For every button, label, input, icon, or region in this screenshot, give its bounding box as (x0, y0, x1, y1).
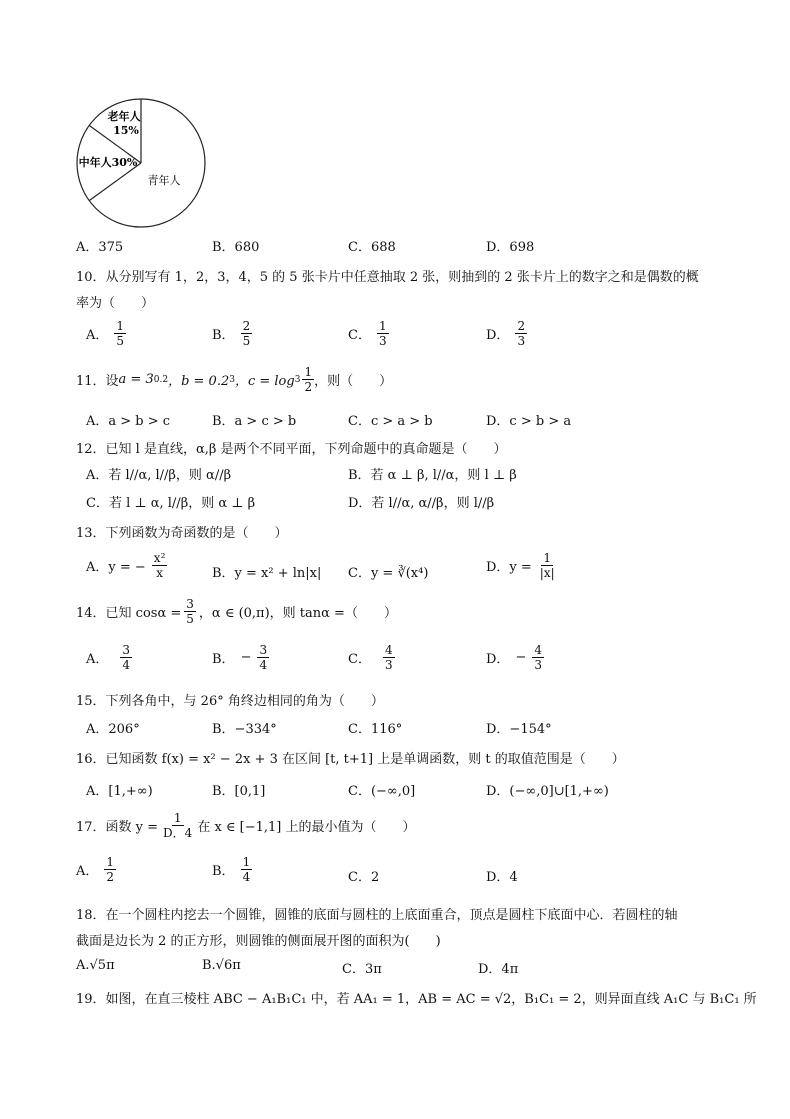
q10-stem-line1: 10．从分别写有 1，2，3，4，5 的 5 张卡片中任意抽取 2 张，则抽到的 2 张卡片上的数字之和是偶数的概 (76, 270, 699, 285)
pie-label-youth: 青年人 (147, 174, 181, 187)
pie-label-middle-aged: 中年人30% (78, 156, 138, 169)
q18-option-c: C．3π (342, 962, 382, 977)
q11-option-d: D．c > b > a (486, 414, 572, 429)
q11-option-a: A．a > b > c (86, 414, 171, 429)
q9-option-d: D．698 (486, 240, 535, 255)
q12-option-b: B．若 α ⊥ β, l//α，则 l ⊥ β (348, 468, 517, 483)
q17-option-c: C．2 (348, 870, 380, 885)
q17-stem: 17．函数 y = $\frac{1}{D.4}$ 在 x ∈ [−1,1] 上的最小值为（ ） (76, 811, 416, 840)
q18-option-a: A.√5π (76, 958, 115, 973)
q16-stem: 16．已知函数 f(x) = x² − 2x + 3 在区间 [t, t+1] 上是单调函数，则 t 的取值范围是（ ） (76, 752, 625, 767)
q11-option-b: B．a > c > b (212, 414, 297, 429)
q9-option-b: B．680 (212, 240, 260, 255)
q10-option-c: C． $\frac{1}{3}$ (348, 319, 387, 348)
q17-option-d: D．4 (486, 870, 518, 885)
q13-option-a: A．y = − $\frac{\text{x²}}{x}$ (86, 551, 166, 580)
q10-option-a: A． $\frac{1}{5}$ (86, 319, 125, 348)
q16-option-a: A．[1,+∞) (86, 784, 153, 799)
q15-option-c: C．116° (348, 722, 403, 737)
pie-label-elderly-pct: 15% (113, 124, 139, 137)
q13-stem: 13．下列函数为奇函数的是（ ） (76, 526, 288, 541)
q9-option-c: C．688 (348, 240, 396, 255)
q15-option-a: A．206° (86, 722, 140, 737)
q14-stem: 14．已知 cosα = $\frac{3}{5}$ ，α ∈ (0,π)，则 tanα =（ ） (76, 597, 397, 626)
q15-option-b: B．−334° (212, 722, 277, 737)
q11-stem: 11．设 a = 3 0.2 ，b = 0.2 3 ，c = log 3 $\frac{1}{2}$ ，则（ ） (76, 365, 393, 394)
q12-stem: 12．已知 l 是直线，α,β 是两个不同平面，下列命题中的真命题是（ ） (76, 442, 507, 457)
q19-stem-line1: 19．如图，在直三棱柱 ABC − A₁B₁C₁ 中，若 AA₁ = 1，AB = AC = √2，B₁C₁ = 2，则异面直线 A₁C 与 B₁C₁ 所 (76, 992, 757, 1007)
q12-option-c: C．若 l ⊥ α, l//β，则 α ⊥ β (86, 496, 256, 511)
q9-option-a: A．375 (76, 240, 124, 255)
q18-stem-line2: 截面是边长为 2 的正方形，则圆锥的侧面展开图的面积为( ) (76, 934, 441, 949)
q12-option-a: A．若 l//α, l//β，则 α//β (86, 468, 232, 483)
q18-option-b: B.√6π (202, 958, 241, 973)
age-pie-chart (74, 96, 208, 230)
q16-option-b: B．[0,1] (212, 784, 266, 799)
q17-option-a: A． $\frac{1}{2}$ (76, 855, 115, 884)
q14-option-a: A． $\frac{3}{4}$ (86, 643, 131, 672)
q14-option-b: B． − $\frac{3}{4}$ (212, 643, 268, 672)
pie-label-elderly: 老年人 (107, 110, 141, 123)
q18-stem-line1: 18．在一个圆柱内挖去一个圆锥，圆锥的底面与圆柱的上底面重合，顶点是圆柱下底面中心．若圆柱的轴 (76, 908, 678, 923)
q14-option-d: D． − $\frac{4}{3}$ (486, 643, 542, 672)
q13-option-c: C．y = ∛(x⁴) (348, 566, 429, 581)
q10-stem-line2: 率为（ ） (76, 296, 155, 311)
q17-option-b: B． $\frac{1}{4}$ (212, 855, 251, 884)
q13-option-d: D．y = $\frac{1}{|x|}$ (486, 551, 555, 580)
q15-option-d: D．−154° (486, 722, 552, 737)
q10-option-d: D． $\frac{2}{3}$ (486, 319, 526, 348)
q11-option-c: C．c > a > b (348, 414, 433, 429)
q15-stem: 15．下列各角中，与 26° 角终边相同的角为（ ） (76, 694, 384, 709)
q14-option-c: C． $\frac{4}{3}$ (348, 643, 393, 672)
q13-option-b: B．y = x² + ln|x| (212, 566, 322, 581)
q12-option-d: D．若 l//α, α//β，则 l//β (348, 496, 495, 511)
q16-option-c: C．(−∞,0] (348, 784, 416, 799)
q18-option-d: D．4π (478, 962, 519, 977)
q16-option-d: D．(−∞,0]∪[1,+∞) (486, 784, 609, 799)
q10-option-b: B． $\frac{2}{5}$ (212, 319, 251, 348)
